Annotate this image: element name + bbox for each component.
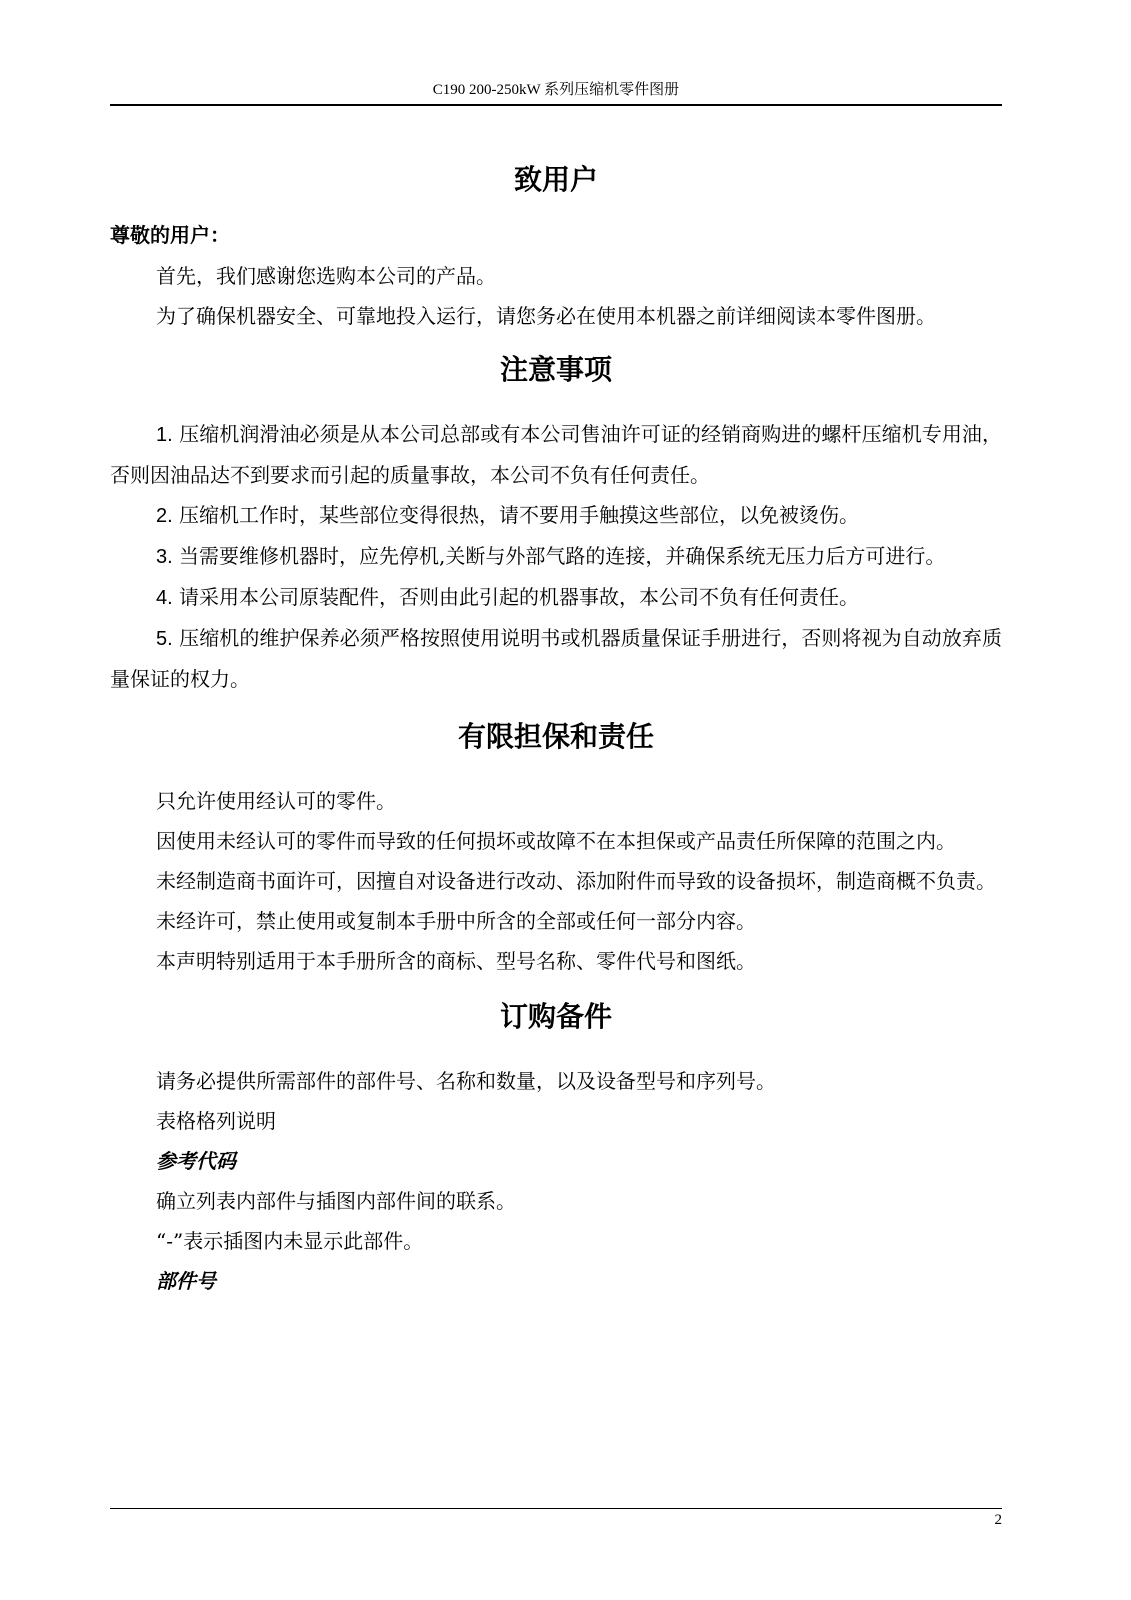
note-item xyxy=(110,577,1002,618)
note-number: 2. xyxy=(156,505,173,527)
warranty-paragraph: 只允许使用经认可的零件。 xyxy=(156,789,396,813)
header-rule xyxy=(110,104,1002,106)
note-item xyxy=(110,495,1002,536)
note-text: 压缩机的维护保养必须严格按照使用说明书或机器质量保证手册进行，否则将视为自动放弃质量保证的权力。 xyxy=(110,626,1003,691)
intro-paragraph-1: 首先，我们感谢您选购本公司的产品。 xyxy=(156,264,496,288)
note-text: 请采用本公司原装配件，否则由此引起的机器事故，本公司不负有任何责任。 xyxy=(179,585,860,609)
intro-heading: 致用户 xyxy=(513,163,598,196)
page-number: 2 xyxy=(994,1512,1002,1528)
warranty-paragraph: 本声明特别适用于本手册所含的商标、型号名称、零件代号和图纸。 xyxy=(156,949,756,973)
note-item xyxy=(110,618,1002,699)
page-header: C190 200-250kW 系列压缩机零件图册 xyxy=(432,82,680,98)
reference-code-label: 参考代码 xyxy=(156,1149,236,1173)
part-number-label: 部件号 xyxy=(156,1269,216,1293)
note-item xyxy=(110,414,1002,495)
ordering-paragraph: 请务必提供所需部件的部件号、名称和数量，以及设备型号和序列号。 xyxy=(156,1069,776,1093)
note-text: 当需要维修机器时，应先停机,关断与外部气路的连接，并确保系统无压力后方可进行。 xyxy=(179,544,946,568)
warranty-paragraph: 未经许可，禁止使用或复制本手册中所含的全部或任何一部分内容。 xyxy=(156,909,756,933)
footer-rule xyxy=(110,1508,1002,1509)
warranty-heading: 有限担保和责任 xyxy=(457,720,654,753)
notes-list xyxy=(110,414,1002,699)
note-text: 压缩机工作时，某些部位变得很热，请不要用手触摸这些部位，以免被烫伤。 xyxy=(179,503,860,527)
notes-heading: 注意事项 xyxy=(499,353,612,386)
ordering-heading: 订购备件 xyxy=(499,1000,612,1033)
note-number: 1. xyxy=(156,424,173,446)
note-text: 压缩机润滑油必须是从本公司总部或有本公司售油许可证的经销商购进的螺杆压缩机专用油，否则因油品达不到要求而引起的质量事故，本公司不负有任何责任。 xyxy=(110,422,1003,487)
note-item xyxy=(110,536,1002,577)
note-number: 5. xyxy=(156,628,173,650)
note-number: 3. xyxy=(156,546,173,568)
table-columns-note: 表格格列说明 xyxy=(156,1109,276,1133)
reference-code-dash-note: “-”表示插图内未显示此部件。 xyxy=(156,1229,424,1253)
warranty-body xyxy=(110,781,1002,981)
warranty-paragraph: 因使用未经认可的零件而导致的任何损坏或故障不在本担保或产品责任所保障的范围之内。 xyxy=(156,829,956,853)
ordering-body xyxy=(110,1061,1002,1301)
note-number: 4. xyxy=(156,587,173,609)
page-content xyxy=(110,148,1002,1301)
reference-code-desc: 确立列表内部件与插图内部件间的联系。 xyxy=(156,1189,516,1213)
salutation: 尊敬的用户： xyxy=(110,223,230,247)
warranty-paragraph: 未经制造商书面许可，因擅自对设备进行改动、添加附件而导致的设备损坏，制造商概不负责。 xyxy=(156,869,996,893)
intro-paragraph-2: 为了确保机器安全、可靠地投入运行，请您务必在使用本机器之前详细阅读本零件图册。 xyxy=(156,304,936,328)
